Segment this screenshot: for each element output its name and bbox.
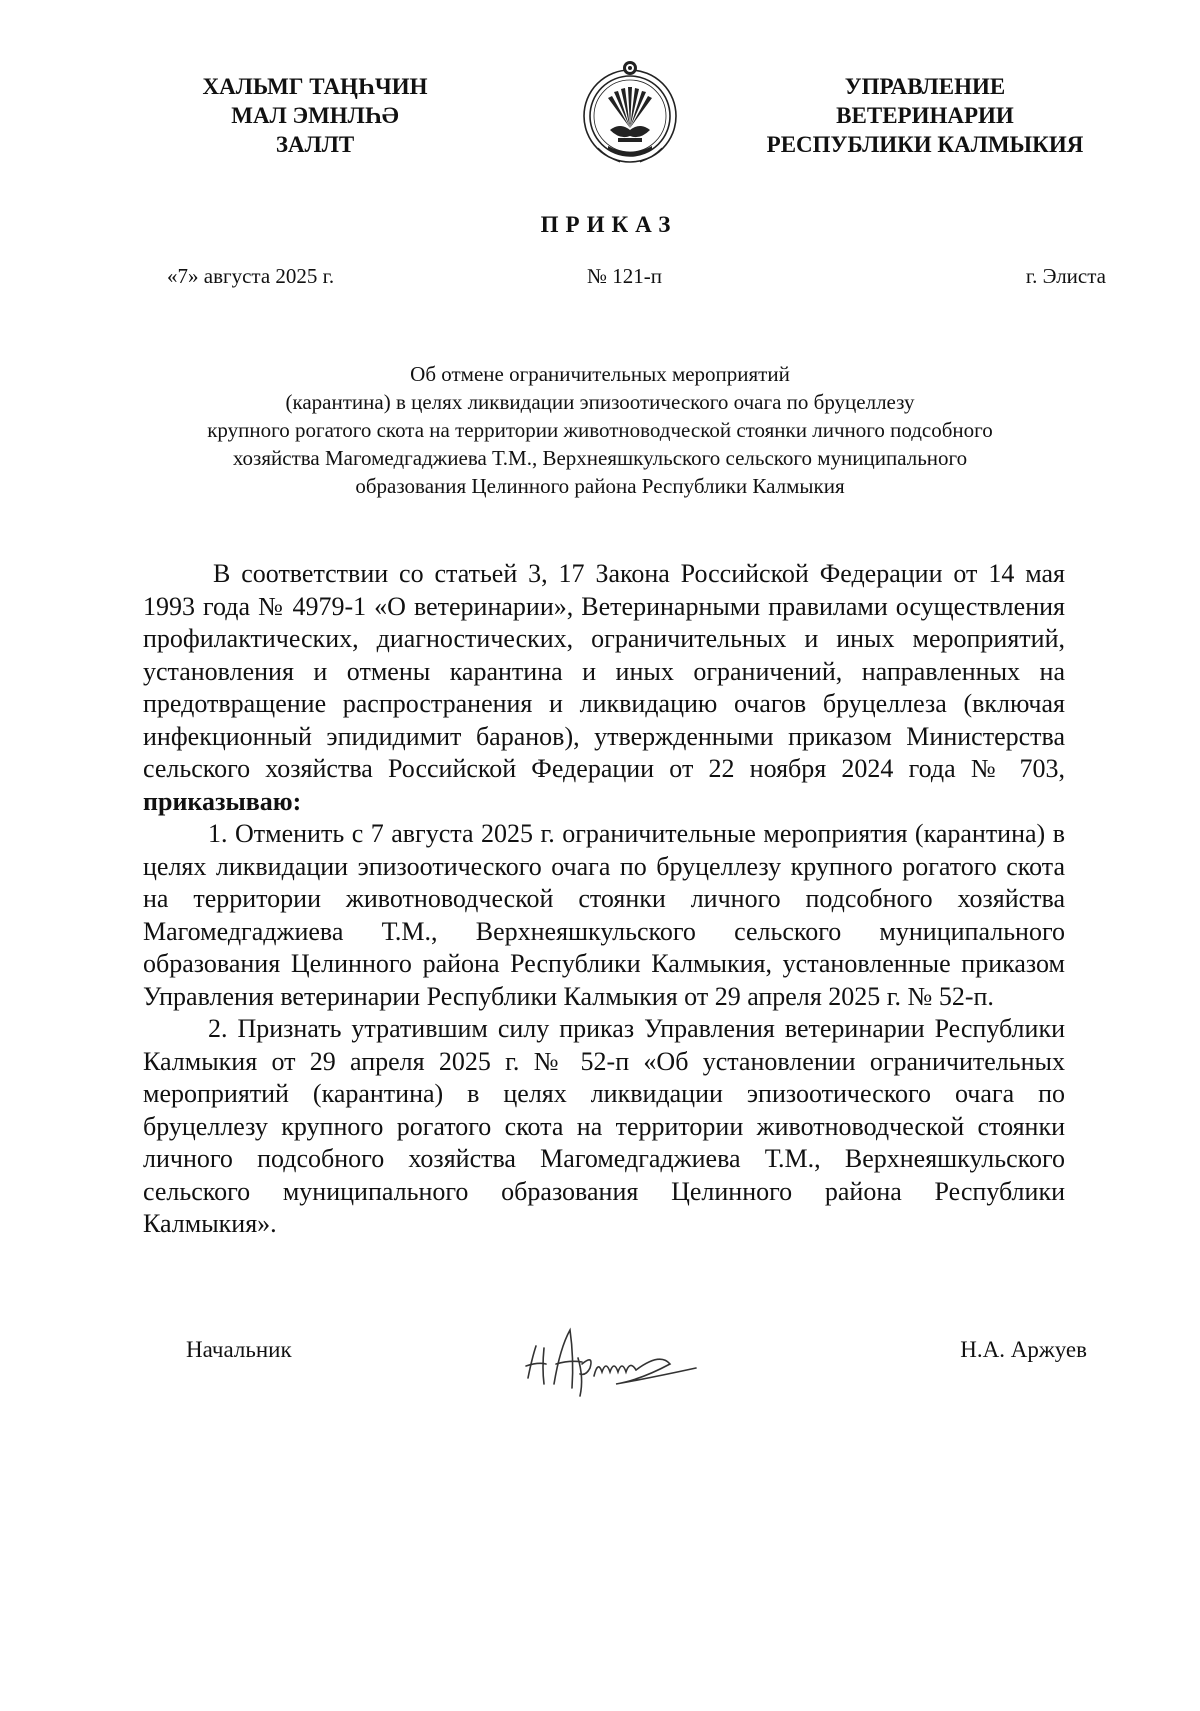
preamble-paragraph <box>143 558 1065 818</box>
order-word: приказываю: <box>143 786 302 816</box>
header-left-organization <box>175 72 455 159</box>
order-title: ПРИКАЗ <box>540 212 678 237</box>
signer-position: Начальник <box>186 1337 292 1362</box>
order-subject <box>140 360 1060 500</box>
order-item-2: 2. Признать утратившим силу приказ Управления ветеринарии Республики Калмыкия от 29 апреля 2025 г. № 52-п «Об установлении ограничительных мероприятий (карантина) в целях ликвидации эпизоотического очага по бруцеллезу крупного рогатого скота на территории животноводческой стоянки личного подсобного хозяйства Магомедгаджиева Т.М., Верхнеяшкульского сельского муниципального образования Целинного района Республики Калмыкия». <box>143 1014 1065 1238</box>
subject-line: образования Целинного района Республики Калмыкия <box>355 474 845 498</box>
order-body <box>143 558 1065 1241</box>
header-left-line: МАЛ ЭМНЛҺӘ <box>231 103 399 128</box>
order-number: № 121-п <box>587 264 663 288</box>
signer-name: Н.А. Аржуев <box>960 1337 1087 1362</box>
preamble-text: В соответствии со статьей 3, 17 Закона Российской Федерации от 14 мая 1993 года № 4979-1 «О ветеринарии», Ветеринарными правилами осуществления профилактических, диагностических, ограничительных и иных мероприятий, установления и отмены карантина и иных ограничений, направленных на предотвращение распространения и ликвидацию очагов бруцеллеза (включая инфекционный эпидидимит баранов), утвержденными приказом Министерства сельского хозяйства Российской Федерации от 22 ноября 2024 года № 703, <box>143 559 1065 783</box>
header-right-line: ВЕТЕРИНАРИИ <box>836 103 1014 128</box>
order-item-1: 1. Отменить с 7 августа 2025 г. ограничительные мероприятия (карантина) в целях ликвидации эпизоотического очага по бруцеллезу крупного рогатого скота на территории животноводческой стоянки личного подсобного хозяйства Магомедгаджиева Т.М., Верхнеяшкульского сельского муниципального образования Целинного района Республики Калмыкия, установленные приказом Управления ветеринарии Республики Калмыкия от 29 апреля 2025 г. № 52-п. <box>143 819 1065 1011</box>
order-city: г. Элиста <box>1025 264 1106 288</box>
subject-line: (карантина) в целях ликвидации эпизоотического очага по бруцеллезу <box>285 390 915 414</box>
header-left-line: ЗАЛЛТ <box>275 132 355 157</box>
header-right-line: РЕСПУБЛИКИ КАЛМЫКИЯ <box>766 132 1084 157</box>
header-right-organization <box>745 72 1105 159</box>
subject-line: хозяйства Магомедгаджиева Т.М., Верхнеяшкульского сельского муниципального <box>232 446 968 470</box>
subject-line: Об отмене ограничительных мероприятий <box>410 362 790 386</box>
coat-of-arms-emblem-icon <box>578 58 682 170</box>
header-right-line: УПРАВЛЕНИЕ <box>844 74 1006 99</box>
order-date: «7» августа 2025 г. <box>167 264 335 288</box>
handwritten-signature-icon <box>520 1318 710 1398</box>
subject-line: крупного рогатого скота на территории животноводческой стоянки личного подсобного <box>207 418 993 442</box>
header-left-line: ХАЛЬМГ ТАҢҺЧИН <box>202 74 428 99</box>
